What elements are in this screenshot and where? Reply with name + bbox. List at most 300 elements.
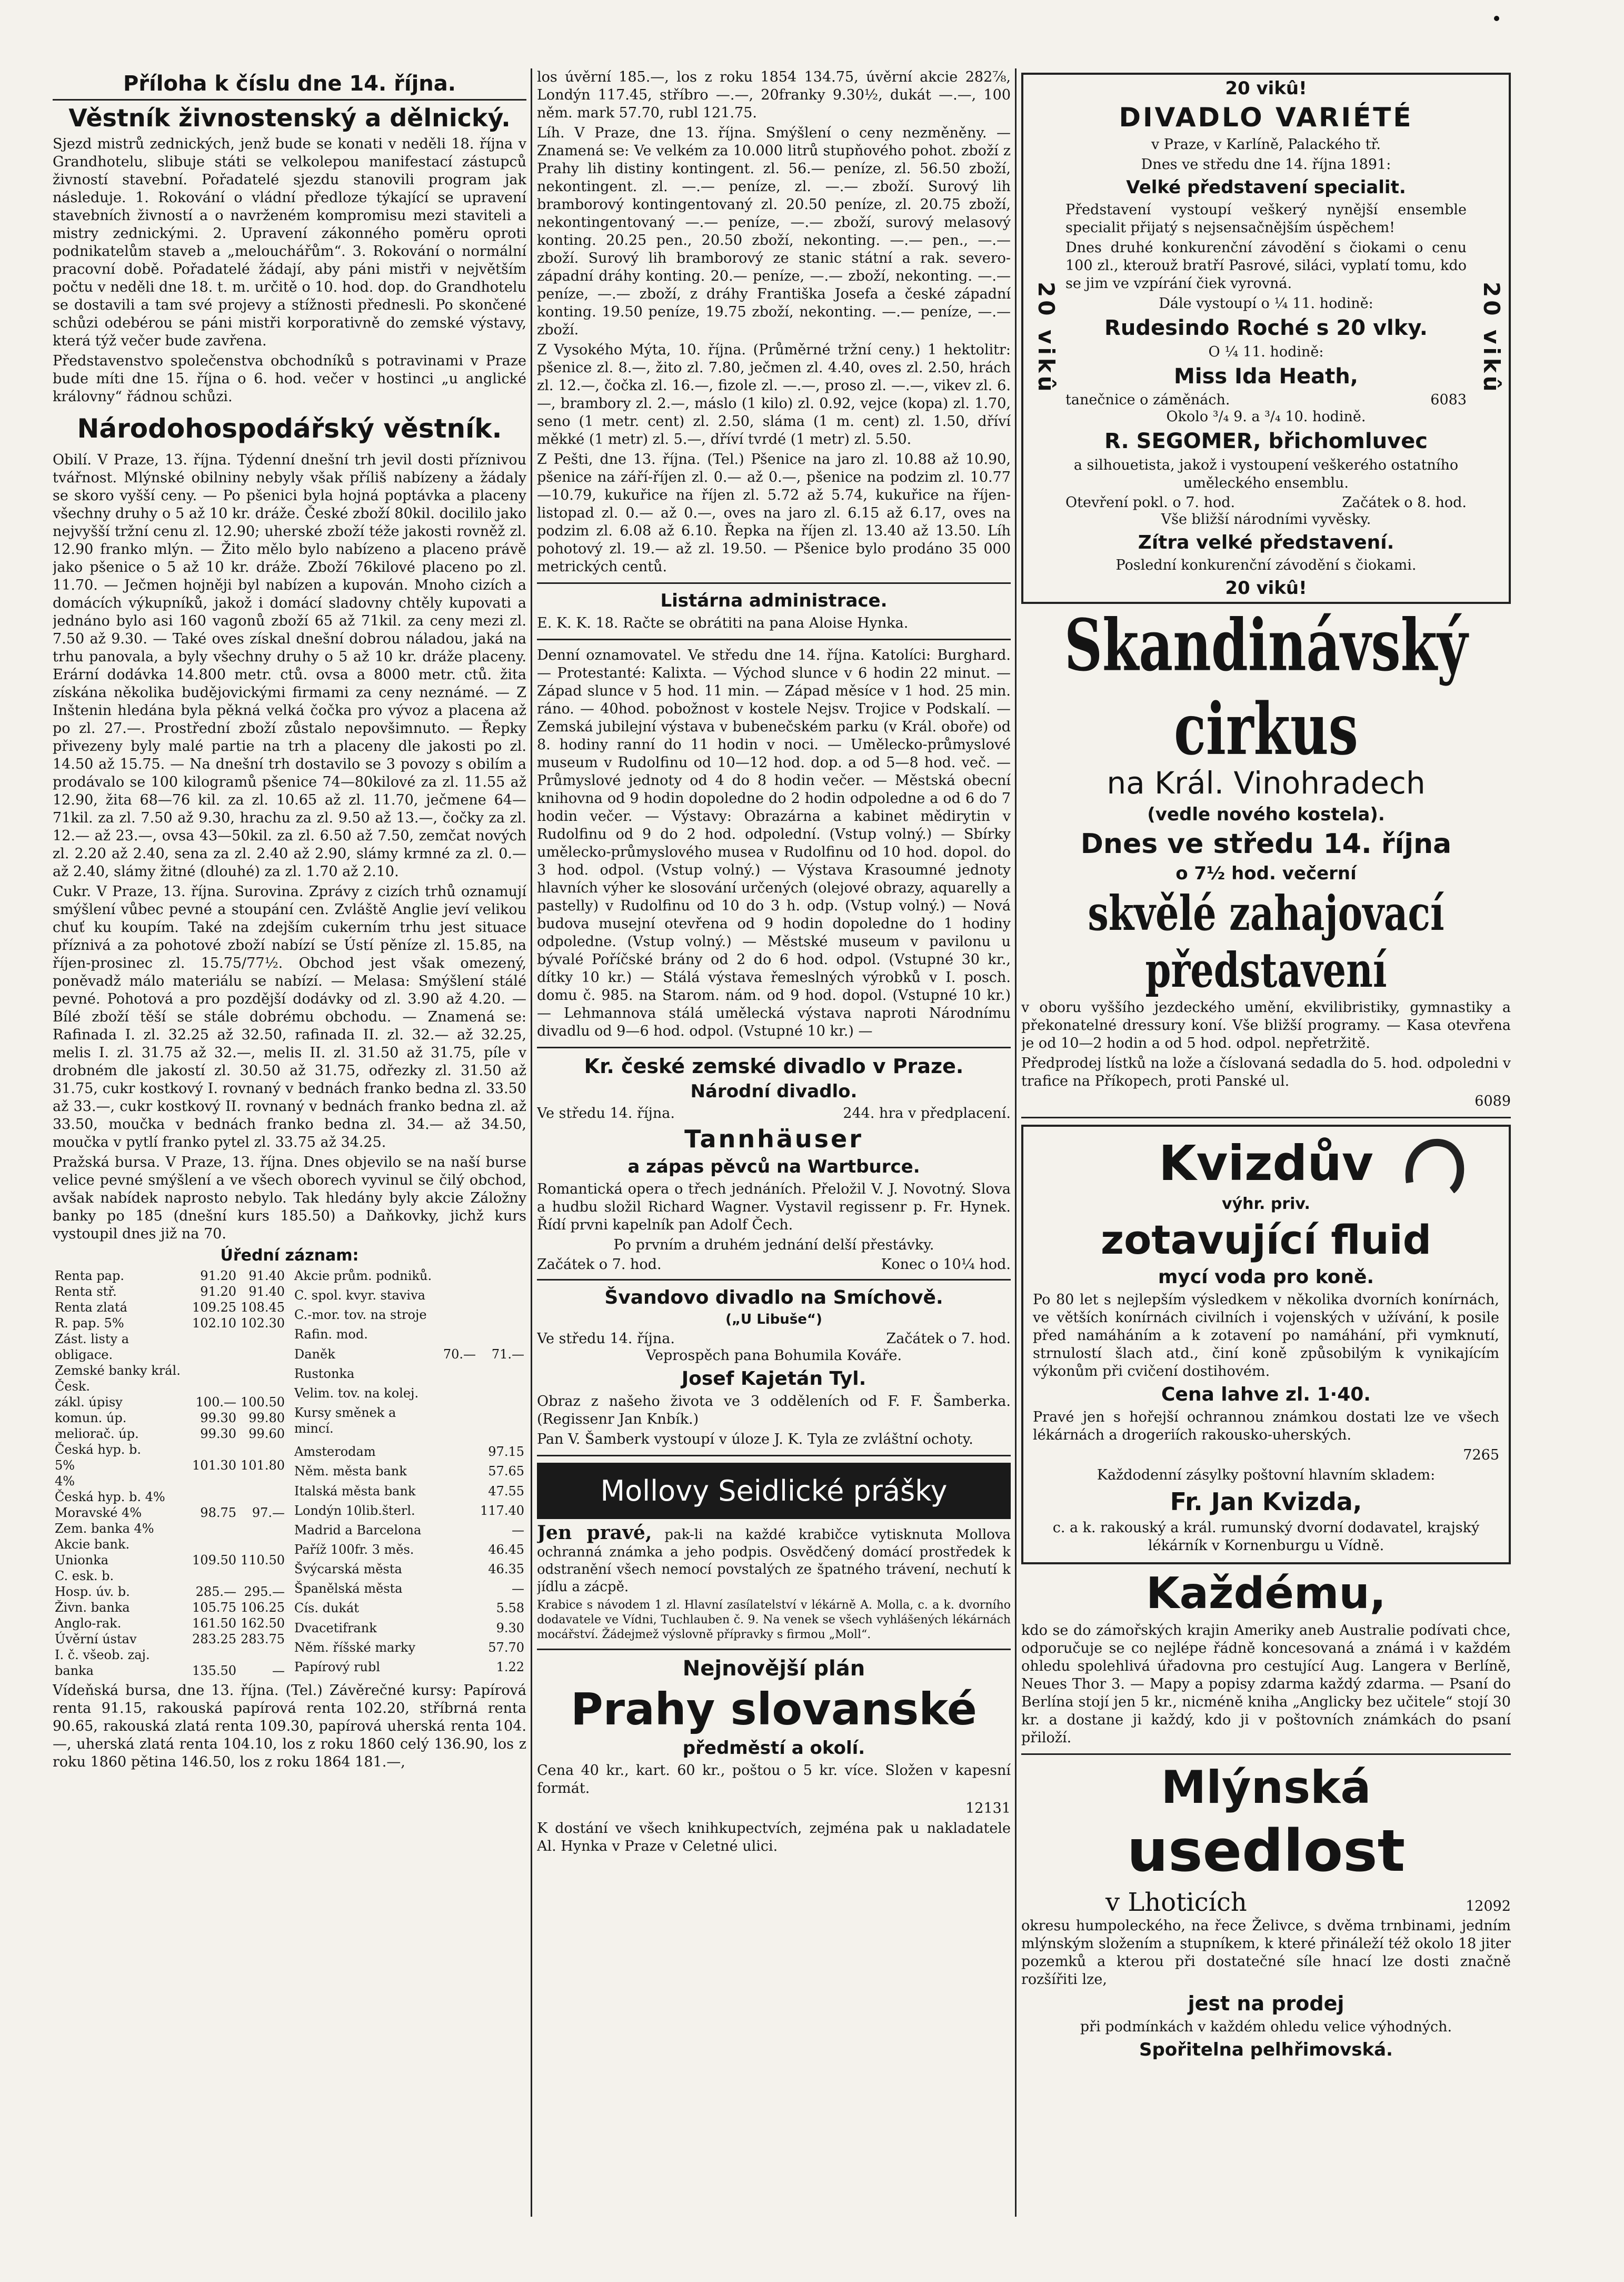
denni-text: Denní oznamovatel. Ve středu dne 14. října. Katolíci: Burghard. — Protestanté: Kalixta. — Východ slunce v 6 hodin 22 minut. — Západ slunce v 5 hod. 11 min. — Západ měsíce v 1 hod. 25 min. ráno. — 40hod. pobožnost v kostele Nejsv. Trojice v Podskalí. — Zemská jubilejní výstava v bubenečském parku (v Král. oboře) od 8. hodiny ranní do 11 hodin v noci. — Umělecko-průmyslové museum v Rudolfinu od 10—12 hod. dop. a od 5—8 hod. več. — Průmyslové jednoty od 4 do 8 hodin večer. — Městská obecní knihovna od 9 hodin dopoledne do 2 hodin odpoledne a od 6 do 7 hodin večer. — Výstavy: Obrazárna a kabinet mědirytin v Rudolfinu od 9 do 2 hod. odpolední. (Vstup volný.) — Sbírky umělecko-průmyslového musea v Rudolfinu od 10 hod. dopol. do 3 hod. odpol. (Vstup volný.) — Výstava Krasoumné jednoty hlavních výher ke slosování určených (olejové obrazy, aquarelly a pastelly) v Rudolfinu od 10 do 3 h. odp. (Vstup volný.) — Nová budova musejní otevřena od 9 hodin dopoledne do 1 hodiny odpoledne. (Vstup volný.) — Městské museum v pavilonu u bývalé Poříčské brány od 2 do 6 hod. odpol. (Vstupné 30 kr., dítky 10 kr.) — Stálá výstava řemeslných výrobků v I. posch. domu č. 985. na Starom. nám. od 9 hod. dopol. (Vstupné 10 kr.) — Lehmannova stálá umělecká výstava naproti Národnímu divadlu od 9—6 hod. odpol. (Vstupné 10 kr.) — [537, 647, 1011, 1039]
table-cell: 91.40 [248, 1268, 285, 1283]
mlynska-bank: Spořitelna pelhřimovská. [1139, 2039, 1393, 2060]
kvizda-genuine: Pravé jen s hořejší ochrannou známkou dostati lze ve všech lékárnách a drogeriích rakousko-uherských. [1033, 1409, 1499, 1443]
table-cell [238, 1647, 287, 1663]
table-row [53, 1363, 287, 1394]
table-row [292, 1640, 526, 1659]
table-row [292, 1385, 526, 1405]
moll-pre: Jen pravé, [537, 1522, 652, 1544]
divider [1021, 1117, 1511, 1118]
svand-sub: („U Libuše“) [725, 1312, 822, 1327]
opera-time-row [537, 1256, 1011, 1273]
variete-date: Dnes ve středu dne 14. října 1891: [1141, 156, 1391, 173]
svand-date: Ve středu 14. října. [537, 1331, 675, 1347]
svand-play: Josef Kajetán Tyl. [681, 1368, 866, 1390]
column-2 [537, 68, 1011, 1858]
divider [537, 1455, 1011, 1456]
kvizda-fluid: zotavující fluid [1100, 1216, 1432, 1263]
mlynska-sale: jest na prodej [1188, 1992, 1344, 2015]
table-row [53, 1299, 287, 1315]
table-cell: 285.— [195, 1584, 237, 1599]
variete-special: Velké představení specialit. [1126, 177, 1406, 198]
table-row [53, 1647, 287, 1663]
table-cell: 9.30 [496, 1620, 524, 1635]
variete-ida-desc: tanečnice o záměnách. [1065, 392, 1230, 408]
wien-text: Vídeňská bursa, dne 13. října. (Tel.) Závěrečné kursy: Papírová renta 91.15, rakouská papírová renta 102.20, stříbrná renta 90.65, rakouská zlatá renta 109.30, papírová uherská renta 104.—, uherská zlatá renta 104.10, los z roku 1860 celý 136.90, los z roku 1860 pětina 146.50, los z roku 1864 181.—, [53, 1682, 526, 1770]
table-row [53, 1536, 287, 1552]
mlynska-big: usedlost [1127, 1817, 1406, 1884]
variete-open-row [1065, 494, 1467, 511]
table-cell [441, 1581, 478, 1600]
table-cell [441, 1620, 478, 1640]
table-cell [441, 1326, 478, 1346]
table-row [292, 1405, 526, 1444]
table-row [53, 1505, 287, 1521]
table-cell [238, 1442, 287, 1457]
table-row [53, 1521, 287, 1536]
variete-segomer-desc: a silhouetista, jakož i vystoupení veškerého ostatního uměleckého ensemblu. [1073, 457, 1459, 491]
table-cell: Londýn 10lib.šterl. [294, 1503, 415, 1518]
svand-heading: Švandovo divadlo na Smíchově. [604, 1287, 943, 1308]
table-cell [441, 1503, 478, 1522]
table-cell [478, 1366, 526, 1385]
column-3 [1021, 68, 1511, 2063]
table-cell: Renta stř. [55, 1284, 117, 1299]
table-row [292, 1659, 526, 1679]
table-cell: Madrid a Barcelona [294, 1522, 422, 1537]
kvizda-text: Po 80 let s nejlepším výsledkem v několika dvorních konírnách, ve větších konírnách civilních i vojenských v užívání, k posile před namáháním a k zotavení po namáhání, při vymknutí, strnulostí šlach atd., činí koně způsobilým k vynikajícím výkonům při cvičení dostihovém. [1033, 1292, 1499, 1380]
table-cell: 99.60 [248, 1426, 285, 1441]
table-cell [190, 1647, 238, 1663]
table-cell: Dvacetifrank [294, 1620, 377, 1635]
table-cell: 99.80 [248, 1411, 285, 1425]
kvizda-header [1033, 1135, 1499, 1192]
table-cell: 99.30 [200, 1426, 237, 1441]
mlynska-place-row [1021, 1888, 1511, 1917]
table-cell: 101.80 [241, 1458, 285, 1473]
table-cell [238, 1521, 287, 1536]
table-cell: Velim. tov. na kolej. [294, 1385, 419, 1401]
narodo-heading: Národohospodářský věstník. [77, 413, 502, 444]
circus-place: na Král. Vinohradech [1107, 765, 1426, 801]
table-cell: 283.25 [192, 1632, 237, 1646]
opera-text: Romantická opera o třech jednáních. Přeložil V. J. Novotný. Slova a hudbu složil Richard Wagner. Vystavil regissenr p. Fr. Hynek. Řídí prvni kapelník pan Adolf Čech. [537, 1181, 1011, 1233]
table-cell [441, 1444, 478, 1463]
table-cell: 4% [55, 1474, 75, 1489]
variete-perform: Představení vystoupí veškerý nynější ensemble specialit přijatý s nejsensačnějším úspěchem! [1065, 202, 1467, 236]
table-cell: Cís. dukát [294, 1601, 359, 1616]
table-cell: 295.— [244, 1584, 285, 1599]
table-row [53, 1552, 287, 1568]
table-row [53, 1663, 287, 1679]
variete-ida-row [1065, 392, 1467, 408]
table-cell: Něm. města bank [294, 1464, 407, 1479]
table-cell [441, 1600, 478, 1620]
myto-text: Z Vysokého Mýta, 10. října. (Průměrné tržní ceny.) 1 hektolitr: pšenice zl. 8.—, žito zl. 7.80, ječmen zl. 4.40, oves zl. 2.50, hrách zl. 12.—, čočka zl. 16.—, fizole zl. —.—, proso zl. —.—, vikev zl. 6.—, brambory zl. 2.—, máslo (1 kilo) zl. 0.92, vejce (kopa) zl. 1.70, seno (1 metr. cent) zl. 2.50, sláma (1 m. cent) zl. 1.50, dříví měkké (1 metr) zl. 5.—, dříví tvrdé (1 metr) zl. 5.50. [537, 342, 1011, 448]
table-cell: 5% [55, 1458, 75, 1473]
svand-start: Začátek o 7. hod. [886, 1331, 1011, 1347]
table-cell: 105.75 [192, 1600, 237, 1615]
table-cell: 283.75 [241, 1632, 285, 1646]
table-cell [478, 1326, 526, 1346]
circus-text: v oboru vyššího jezdeckého umění, ekvilibristiky, gymnastiky a překonatelné dressury koní. Vše bližší programy. — Kasa otevřena je od 10—2 hodin a od 5 hod. odpol. nepřetržitě. [1021, 999, 1511, 1051]
table-cell [441, 1561, 478, 1581]
svand-text-2: Obraz z našeho života ve 3 odděleních od F. F. Šamberka. (Regissenr Jan Knbík.) [537, 1393, 1011, 1427]
table-cell: 100.50 [241, 1395, 285, 1410]
table-row [53, 1410, 287, 1426]
plan-heading: Nejnovější plán [682, 1656, 865, 1681]
table-cell: 46.45 [488, 1542, 524, 1557]
mlynska-text: okresu humpoleckého, na řece Želivce, s dvěma trnbinami, jedním mlýnským složením a stupníkem, k které přináleží též okolo 18 jiter pozemků a kterou při dostatečné síle hnací lze dosti značně rozšířiti lze, [1021, 1918, 1511, 1988]
lih-text: Líh. V Praze, dne 13. října. Smýšlení o ceny nezměněny. — Znamená se: Ve velkém za 10.000 litrů stupňového pohot. zboží z Prahy lih distiny kontingent. zl. 56.— peníze, zl. 56.50 zboží, nekontingent. zl. —.— peníze, zl. —.— zboží. Surový lih bramborový kontingentovaný zl. 20.50 peníze, zl. 20.75 zboží, nekontingentovaný —.— peníze, —.— zboží, surový melasový konting. 20.25 pen., 20.50 zboží, nekonting. —.— pen., —.— zboží. Surový lih bramborový ze stanic státní a rak. severo-západní dráhy konting. 20.— peníze, —.— zboží, nekonting. —.— peníze, —.— zboží, z dráhy Františka Josefa a české západní konting. 19.50 peníze, 19.75 zboží, nekonting. —.— peníze, —.— zboží. [537, 125, 1011, 338]
table-cell: 135.50 [192, 1663, 237, 1678]
variete-time-2: O ¼ 11. hodině: [1208, 344, 1324, 360]
pest-text: Z Pešti, dne 13. října. (Tel.) Pšenice na jaro zl. 10.88 až 10.90, pšenice na září-říjen zl. 0.— až 0.—, pšenice na podzim zl. 10.77—10.79, kukuřice na říjen zl. 5.72 až 5.74, kukuřice na říjen-listopad zl. 0.— až 0.—, oves na jaro zl. 6.15 až 6.17, oves na podzim zl. 6.08 až 6.10. Řepka na říjen zl. 13.40 až 13.50. Líh pohotový zl. 19.— až zl. 19.50. — Pšenice bylo prodáno 35 000 metrických centů. [537, 451, 1011, 575]
table-cell: 1.22 [496, 1659, 524, 1674]
table-cell [238, 1331, 287, 1363]
vestnik-heading: Věstník živnostenský a dělnický. [68, 104, 511, 132]
variete-tomorrow: Zítra velké představení. [1138, 532, 1394, 553]
table-row [292, 1463, 526, 1483]
bursa-table [53, 1268, 526, 1679]
table-row [292, 1307, 526, 1326]
table-cell: Česká hyp. b. [55, 1442, 141, 1457]
table-cell [238, 1473, 287, 1489]
kvizda-title: Kvizdův [1159, 1135, 1373, 1192]
table-cell: 117.40 [480, 1503, 524, 1518]
table-cell [441, 1366, 478, 1385]
table-cell: Švýcarská města [294, 1562, 402, 1577]
weeks-bottom: 20 vikû! [1225, 578, 1307, 599]
theatre-sub: Národní divadlo. [690, 1081, 858, 1102]
column-1 [53, 68, 526, 1773]
column-rule [531, 68, 532, 2217]
table-row [292, 1326, 526, 1346]
variete-segomer: R. SEGOMER, břichomluvec [1104, 429, 1428, 453]
mlynska-place: v Lhoticích [1105, 1888, 1247, 1917]
table-row [53, 1426, 287, 1442]
theatre-heading: Kr. české zemské divadlo v Praze. [584, 1055, 964, 1078]
moll-banner: Mollovy Seidlické prášky [537, 1463, 1011, 1519]
divider [1021, 1753, 1511, 1755]
theatre-num: 244. hra v předplacení. [843, 1105, 1011, 1122]
divider [537, 1649, 1011, 1650]
table-cell: zákl. úpisy [55, 1395, 123, 1410]
table-row [292, 1483, 526, 1503]
vestnik-text: Sjezd mistrů zednických, jenž bude se konati v neděli 18. října v Grandhotelu, slibuje státi se velkolepou manifestací zástupců živností stavební. Pořadatelé sjezdu stanovili program jak následuje. 1. Rokování o vládní předloze týkající se upravení stavebních živností a o navrženém kompromisu mezi staviteli a mistry zednickými. 2. Upravení zákonného poměru oproti podnikatelům staveb a „melouchářům“. 3. Rokování o normální pracovní době. Pořadatelé žádají, aby páni mistři v největším počtu v neděli dne 18. t. m. určitě o 10. hod. dop. do Grandhotelu se dostavili a tam své projevy a stížnosti přednesli. Po skončené schůzi odebérou se páni mistři korporativně do zemské výstavy, která týž večer bude zavřena. [53, 136, 526, 349]
kvizda-role: c. a k. rakouský a král. rumunský dvorní dodavatel, krajský lékárník v Kornenburgu u Vídně. [1052, 1520, 1480, 1554]
table-cell: meliorač. úp. [55, 1426, 139, 1441]
variete-roche: Rudesindo Roché s 20 vlky. [1104, 316, 1428, 340]
table-cell: Moravské 4% [55, 1505, 142, 1520]
table-title: Úřední záznam: [220, 1246, 359, 1265]
table-cell: 109.50 [192, 1553, 237, 1567]
bursa-text: Pražská bursa. V Praze, 13. října. Dnes objevilo se na naší burse velice pevné smýšlení a ve všech oborech vyvinul se čilý obchod, avšak nabídek naprosto nebylo. Tak hledány byly akcie Záložny banky po 185 (dnešní kurs 185.50) a Daňkovky, jichž kurs vystoupil dnes již na 70. [53, 1154, 526, 1242]
table-cell [441, 1287, 478, 1307]
bursa-table-right [292, 1268, 526, 1679]
svand-date-row [537, 1331, 1011, 1347]
moll-text: pak-li na každé krabičce vytisknuta Mollova ochranná známka a jeho podpis. Osvědčený domácí prostředek k odstranění všech nemocí povstalých ze špatného trávení, nechutí k jídlu a zácpě. [537, 1527, 1011, 1595]
kvizda-ad [1021, 1125, 1511, 1564]
table-cell: Česká hyp. b. 4% [55, 1490, 165, 1504]
variete-ad [1021, 73, 1511, 604]
table-cell: 97.— [252, 1505, 285, 1520]
table-cell: C. spol. kvyr. staviva [294, 1288, 425, 1303]
table-row [53, 1615, 287, 1631]
circus-code: 6089 [1474, 1093, 1511, 1109]
cukr-text: Cukr. V Praze, 13. října. Surovina. Zprávy z cizích trhů oznamují smýšlení vůbec pevné a stoupání cen. Zvláště Anglie jeví velikou chuť ku koupím. Také na zdejším cukerním trhu jest situace příznivá a za pohotové zboží nabízí se Ústí pěníze zl. 15.85, na říjen-prosinec zl. 15.75/77½. Obchod jest však omezený, poněvadž málo materiálu se nabízí. — Melasa: Smýšlení stálé pevné. Pohotová a pro pozdější dodávky od zl. 3.90 až 4.20. — Bílé zboží těší se stále dobrému obchodu. — Znamená se: Rafinada I. zl. 32.25 až 32.50, rafinada II. zl. 32.— až 32.25, melis I. zl. 31.75 až 32.—, melis II. zl. 31.50 až 31.75, píle v drobném dle jakostí zl. 30.50 až 31.75, odřezky zl. 31.50 až 31.75, cukr kostkový I. rovnaný v bednách franko bedna zl. 33.50 až 33.—, cukr kostkový II. rovnaný v bednách franko bedna zl. až 33.50, moučka v bednách franko bedna zl. 34.— až 34.50, moučka v pytlí franko pytel zl. 33.75 až 34.25. [53, 884, 526, 1150]
variete-time: Dále vystoupí o ¼ 11. hodině: [1159, 295, 1373, 312]
table-cell [190, 1536, 238, 1552]
opera-end: Konec o 10¼ hod. [881, 1256, 1011, 1273]
variete-code: 6083 [1430, 392, 1467, 408]
opera-title: Tannhäuser [684, 1125, 863, 1153]
table-row [53, 1394, 287, 1410]
table-cell: R. pap. 5% [55, 1316, 124, 1331]
table-cell: 101.30 [192, 1458, 237, 1473]
table-cell: banka [55, 1663, 94, 1678]
weeks-top: 20 vikû! [1225, 78, 1307, 99]
table-cell: 110.50 [241, 1553, 285, 1567]
variete-last: Poslední konkurenční závodění s čiokami. [1115, 557, 1417, 573]
moll-small: Krabice s návodem 1 zl. Hlavní zasílatelství v lékárně A. Molla, c. a k. dvorního dodavatele ve Vídni, Tuchlauben č. 9. Na venek se všech vyhlášených lékárnách mocářství. Žádejmež výslovně přípravky s firmou „Moll“. [537, 1599, 1011, 1641]
table-cell [190, 1489, 238, 1505]
table-cell: Papírový rubl [294, 1659, 381, 1674]
table-cell [441, 1385, 478, 1405]
table-row [292, 1561, 526, 1581]
kvizda-sub: mycí voda pro koně. [1158, 1266, 1374, 1288]
kazdemu-title: Každému, [1146, 1569, 1386, 1619]
table-cell: — [512, 1522, 524, 1537]
opera-note: Po prvním a druhém jednání delší přestávky. [613, 1237, 934, 1253]
table-cell: I. č. všeob. zaj. [55, 1648, 150, 1662]
table-cell: 70.— [443, 1346, 476, 1362]
side-label-right: 20 vikû [1479, 282, 1505, 395]
table-cell [238, 1489, 287, 1505]
kazdemu-text: kdo se do zámořských krajin Ameriky aneb Australie podívati chce, odporučuje se co nejlépe řádně koncesovaná a známá i v každém ohledu spolehlivá úřadovna pro cestující Aug. Langera v Berlíně, Neues Thor 3. — Mapy a popisy zdarma každý zdarma. — Psaní do Berlína stojí jen 5 kr., nicméně kniha „Anglicky bez učitele“ stojí 30 kr. a dostane ji každý, kdo ji v poštovních známkách do psaní přiloží. [1021, 1622, 1511, 1746]
table-cell: 46.35 [488, 1562, 524, 1577]
table-cell [478, 1268, 526, 1287]
table-cell: Renta pap. [55, 1268, 124, 1283]
table-cell: 161.50 [192, 1616, 237, 1631]
table-cell [441, 1463, 478, 1483]
table-cell [238, 1536, 287, 1552]
table-cell [441, 1307, 478, 1326]
table-cell: Daněk [294, 1346, 335, 1362]
table-cell [190, 1442, 238, 1457]
table-cell: Amsterodam [294, 1444, 376, 1460]
divider [537, 1279, 1011, 1281]
table-cell: Zást. listy a obligace. [55, 1332, 129, 1362]
table-cell: 71.— [491, 1346, 524, 1362]
table-row [53, 1315, 287, 1331]
opera-sub: a zápas pěvců na Wartburce. [627, 1156, 920, 1177]
table-row [292, 1444, 526, 1463]
table-cell: 100.— [195, 1395, 237, 1410]
printing-dot [1494, 16, 1499, 21]
variete-ida-time: Okolo ³/₄ 9. a ³/₄ 10. hodině. [1166, 409, 1366, 425]
table-cell [478, 1385, 526, 1405]
mlynska-cond: při podmínkách v každém ohledu velice výhodných. [1080, 2019, 1452, 2035]
table-cell: Akcie bank. [55, 1537, 130, 1552]
table-row [292, 1268, 526, 1287]
table-row [53, 1442, 287, 1457]
table-row [292, 1366, 526, 1385]
table-cell: komun. úp. [55, 1411, 127, 1425]
table-cell: Úvěrní ústav [55, 1632, 137, 1646]
table-cell: Renta zlatá [55, 1300, 127, 1315]
table-row [53, 1631, 287, 1647]
circus-title: Skandinávský cirkus [1064, 603, 1468, 771]
variete-addr: v Praze, v Karlíně, Palackého tř. [1151, 136, 1381, 153]
table-cell: 98.75 [200, 1505, 237, 1520]
variete-title: DIVADLO VARIÉTÉ [1119, 102, 1413, 133]
plan-text: K dostání ve všech knihkupectvích, zejména pak u nakladatele Al. Hynka v Praze v Celetné ulici. [537, 1820, 1011, 1854]
table-cell: 109.25 [192, 1300, 237, 1315]
table-cell [478, 1287, 526, 1307]
kvizda-code: 7265 [1463, 1447, 1499, 1463]
table-cell [441, 1522, 478, 1542]
kvizda-name: Fr. Jan Kvizda, [1170, 1487, 1362, 1516]
table-cell: Španělská města [294, 1581, 403, 1596]
continuation-text: los úvěrní 185.—, los z roku 1854 134.75, úvěrní akcie 282⅞, Londýn 117.45, stříbro —.—, 20franky 9.30½, dukát —.—, 100 něm. mark 57.70, rubl 121.75. [537, 69, 1011, 121]
moll-text-row [537, 1524, 1011, 1596]
table-cell: — [512, 1581, 524, 1596]
table-row [292, 1620, 526, 1640]
circus-big: skvělé zahajovací představení [1088, 885, 1444, 998]
plan-sub: předměstí a okolí. [682, 1738, 865, 1759]
divider [537, 639, 1011, 640]
table-cell: 97.15 [488, 1444, 524, 1460]
variete-prices: Vše bližší národními vyvěsky. [1161, 511, 1371, 528]
table-cell: 162.50 [241, 1616, 285, 1631]
table-cell: 99.30 [200, 1411, 237, 1425]
circus-date: Dnes ve středu 14. října [1080, 828, 1452, 860]
table-cell: 47.55 [488, 1483, 524, 1499]
table-cell: Hosp. úv. b. [55, 1584, 130, 1599]
table-cell [441, 1405, 478, 1444]
table-row [53, 1268, 287, 1284]
kvizda-daily: Každodenní zásylky poštovní hlavním skladem: [1097, 1467, 1436, 1483]
supplement-title: Příloha k číslu dne 14. října. [53, 72, 526, 101]
table-cell: 106.25 [241, 1600, 285, 1615]
bursa-table-left [53, 1268, 287, 1679]
opera-start: Začátek o 7. hod. [537, 1256, 662, 1273]
table-cell [190, 1568, 238, 1584]
table-cell: 108.45 [241, 1300, 285, 1315]
table-cell: 102.10 [192, 1316, 237, 1331]
table-cell [478, 1307, 526, 1326]
table-cell [238, 1568, 287, 1584]
kvizda-price: Cena lahve zl. 1·40. [1161, 1384, 1371, 1405]
divider [537, 1047, 1011, 1048]
table-cell [441, 1268, 478, 1287]
plan-big: Prahy slovanské [571, 1683, 977, 1735]
table-cell: Zemské banky král. Česk. [55, 1363, 181, 1394]
circus-tickets: Předprodej lístků na lože a číslovaná sedadla do 5. hod. odpoledni v trafice na Příkopech, proti Panské ul. [1021, 1055, 1511, 1089]
table-cell: 57.70 [488, 1640, 524, 1655]
table-row [53, 1489, 287, 1505]
mlynska-code: 12092 [1466, 1898, 1511, 1914]
table-row [292, 1503, 526, 1522]
table-cell [478, 1405, 526, 1444]
circus-time: o 7½ hod. večerní [1175, 863, 1357, 884]
table-cell [238, 1363, 287, 1394]
table-cell: 57.65 [488, 1464, 524, 1479]
table-cell: Italská města bank [294, 1483, 416, 1499]
table-row [53, 1457, 287, 1473]
table-cell: C. esk. b. [55, 1569, 114, 1583]
table-row [53, 1331, 287, 1363]
svand-text-1: Veprospěch pana Bohumila Kováře. [645, 1347, 902, 1364]
table-cell: Anglo-rak. [55, 1616, 122, 1631]
table-cell: Zem. banka 4% [55, 1521, 154, 1536]
table-row [292, 1600, 526, 1620]
table-cell: Něm. říšské marky [294, 1640, 416, 1655]
table-cell: 102.30 [241, 1316, 285, 1331]
table-row [292, 1287, 526, 1307]
table-cell: 91.20 [200, 1268, 237, 1283]
table-cell [190, 1473, 238, 1489]
plan-code: 12131 [965, 1800, 1011, 1817]
table-cell: C.-mor. tov. na stroje [294, 1307, 427, 1323]
table-cell: — [272, 1663, 285, 1678]
listarna-text: E. K. K. 18. Račte se obrátiti na pana Aloise Hynka. [537, 615, 909, 631]
table-row [292, 1542, 526, 1561]
kvizda-priv: výhr. priv. [1222, 1195, 1310, 1213]
table-cell [190, 1331, 238, 1363]
table-cell: 91.40 [248, 1284, 285, 1299]
table-row [53, 1473, 287, 1489]
theatre-date: Ve středu 14. října. [537, 1105, 675, 1122]
table-cell [441, 1483, 478, 1503]
circus-place-2: (vedle nového kostela). [1147, 804, 1385, 825]
table-cell: Akcie prům. podniků. [294, 1268, 432, 1283]
divider [537, 582, 1011, 584]
table-cell: Rustonka [294, 1366, 355, 1381]
table-cell [441, 1640, 478, 1659]
table-cell: Kursy směnek a mincí. [294, 1405, 396, 1436]
variete-begin: Začátek o 8. hod. [1342, 494, 1467, 511]
table-cell: Živn. banka [55, 1600, 130, 1615]
table-row [292, 1581, 526, 1600]
table-cell [441, 1542, 478, 1561]
table-cell [190, 1521, 238, 1536]
table-row [292, 1346, 526, 1366]
vestnik-text-2: Představenstvo společenstva obchodníků s potravinami v Praze bude míti dne 15. října o 6. hod. večer v hostinci „u anglické královny“ řádnou schůzi. [53, 353, 526, 405]
obili-text: Obilí. V Praze, 13. října. Týdenní dnešní trh jevil dosti příznivou tvářnost. Mlýnské obilniny nebyly však příliš nabízeny a žádaly se skoro vyšší ceny. — Po pšenici byla hojná poptávka a placeny všechny druhy o 5 až 10 kr. dráže. České zboží 80kil. docililo jako nejvyšší tržní cenu zl. 12.90; uherské zboží téže jakosti rovněž zl. 12.90 franko mlýn. — Žito mělo bylo nabízeno a placeno právě jako pšenice o 5 až 10 kr. dráže. Zboží 76kilové placeno po zl. 11.70. — Ječmen hojněji byl nabízen a kupován. Mnoho cizích a domácích výkupníků, jakož i domácí sladovny chtěly kupovati a jednáno bylo asi 160 vagonů zboží 65 až 71kil. za ceny mezi zl. 7.50 až 9.30. — Také oves získal dnešní dobrou náladou, jaká na trhu panovala, a byly všechny druhy o 5 až 10 kr. dráže placeny. Erární dodávka 14.800 metr. ctů. ovsa a 8000 metr. ctů. žita získána několika budějovickými firmami za ceny neznámé. — Z Inštenin hledána byla pěkná velká čočka pro vývoz a placena až po zl. 27.—. Prostřední zboží zůstalo nepovšimnuto. — Řepky přivezeny byly malé partie na trh a placeny dle jakosti po zl. 14.50 až 15.75. — Na dnešní trh dostavilo se 3 povozy s obilím a prodávalo se 100 kilogramů pšenice 74—80kilové za zl. 11.55 až 12.90, žita 68—76 kil. za zl. 10.65 až zl. 11.70, ječmene 64—71kil. za zl. 7.50 až 9.30, hrachu za zl. 9.50 až 13.—, čočky za zl. 12.— až 23.—, ovsa 43—50kil. za zl. 6.50 až 7.50, zemčat nových zl. 2.20 až 2.40, sena za zl. 2.40 až 2.90, slámy krmné za zl. 0.— až 2.40, slámy žitné (dlouhé) za zl. 1.70 až 2.10. [53, 452, 526, 880]
theatre-date-row [537, 1105, 1011, 1122]
table-cell [441, 1659, 478, 1679]
horseshoe-logo-icon [1399, 1135, 1468, 1193]
table-cell: Unionka [55, 1553, 109, 1567]
listarna-heading: Listárna administrace. [660, 590, 888, 611]
variete-contest: Dnes druhé konkurenční závodění s čiokami o cenu 100 zl., kterouž bratří Pasrové, siláci, vyplatí tomu, kdo se jim ve vzpírání čiek vyrovná. [1065, 240, 1467, 292]
table-row [53, 1568, 287, 1584]
side-label-left: 20 vikû [1033, 282, 1059, 395]
variete-ida: Miss Ida Heath, [1174, 364, 1358, 389]
column-rule [1015, 68, 1017, 2217]
variete-open: Otevření pokl. o 7. hod. [1065, 494, 1236, 511]
table-cell: 91.20 [200, 1284, 237, 1299]
table-row [53, 1284, 287, 1299]
mlynska-title: Mlýnská [1161, 1761, 1371, 1814]
table-cell: 5.58 [496, 1601, 524, 1616]
plan-price: Cena 40 kr., kart. 60 kr., poštou o 5 kr. více. Složen v kapesní formát. [537, 1762, 1011, 1797]
table-row [53, 1600, 287, 1615]
table-cell: Paříž 100fr. 3 měs. [294, 1542, 414, 1557]
table-cell [190, 1363, 238, 1394]
table-row [53, 1584, 287, 1600]
